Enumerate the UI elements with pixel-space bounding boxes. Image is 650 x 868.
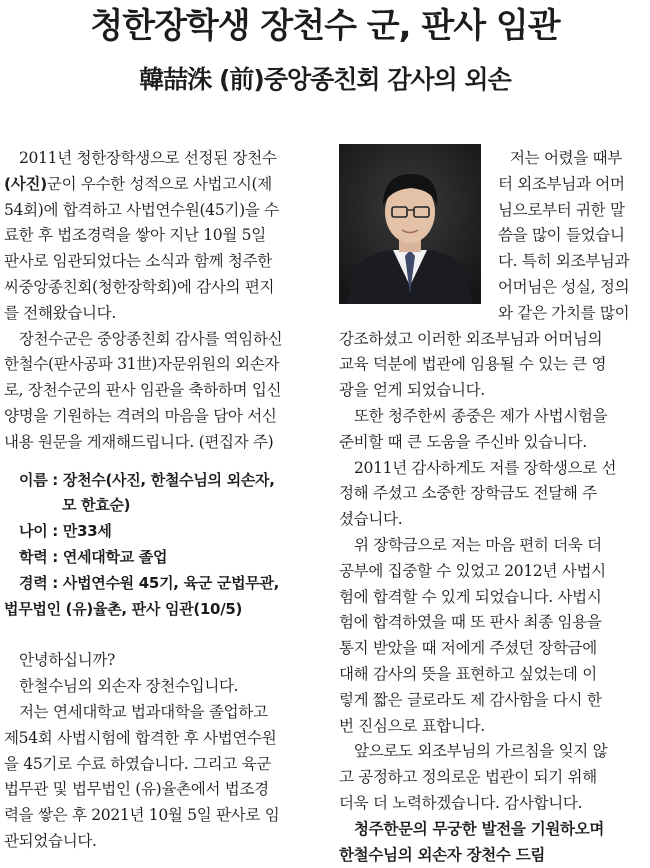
letter-line: 더욱 더 노력하겠습니다. 감사합니다.: [339, 793, 583, 812]
letter-line: 님으로부터 귀한 말: [498, 200, 625, 219]
intro-line: 내용 원문을 게재해드립니다. (편집자 주): [4, 432, 274, 451]
closing-line: 청주한문의 무궁한 발전을 기원하오며: [354, 819, 605, 838]
intro-line: 료한 후 법조경력을 쌓아 지난 10월 5일: [4, 226, 266, 245]
letter-line: 안녕하십니까?: [19, 651, 116, 670]
letter-line: 셨습니다.: [339, 510, 403, 529]
info-line-career-cont: 법무법인 (유)율촌, 판사 임관(10/5): [4, 599, 243, 618]
intro-line: 양명을 기원하는 격려의 마음을 담아 서신: [4, 406, 277, 425]
letter-line: 을 45기로 수료 하였습니다. 그리고 육군: [4, 754, 271, 773]
intro-line-text: 군이 우수한 성적으로 사법고시(제: [46, 174, 272, 193]
intro-line: 씨중앙종친회(청한장학회)에 감사의 편지: [4, 277, 275, 296]
info-line-age: 나이 : 만33세: [19, 522, 112, 541]
closing-signature: 한철수님의 외손자 장천수 드림: [339, 845, 546, 864]
letter-line: 2011년 감사하게도 저를 장학생으로 선: [354, 458, 617, 477]
intro-line: 한철수(판사공파 31世)자문위원의 외손자: [4, 355, 280, 374]
intro-line: 를 전해왔습니다.: [4, 303, 116, 322]
right-column: [339, 146, 650, 868]
letter-line: 정해 주셨고 소중한 장학금도 전달해 주: [339, 484, 597, 503]
spacer: [4, 456, 320, 468]
info-line-career: 경력 : 사법연수원 45기, 육군 군법무관,: [19, 573, 280, 592]
letter-line: 저는 어렸을 때부: [510, 149, 622, 167]
letter-line: 또한 청주한씨 종중은 제가 사법시험을: [354, 406, 608, 425]
letter-line: 험에 합격하였을 때 또 판사 최종 임용을: [339, 613, 602, 632]
letter-line: 험에 합격할 수 있게 되었습니다. 사법시: [339, 587, 602, 606]
intro-line: 2011년 청한장학생으로 선정된 장천수: [19, 149, 277, 167]
spacer: [4, 622, 320, 648]
info-line-education: 학력 : 연세대학교 졸업: [19, 547, 168, 566]
photo-caption-ref: (사진): [4, 174, 47, 193]
article-headline: 청한장학생 장천수 군, 판사 임관: [90, 6, 560, 46]
letter-line: 위 장학금으로 저는 마음 편히 더욱 더: [354, 535, 602, 554]
letter-line: 렇게 짧은 글로라도 제 감사함을 다시 한: [339, 690, 602, 709]
left-column: [4, 146, 320, 855]
letter-line: 법무관 및 법무법인 (유)율촌에서 법조경: [4, 780, 269, 799]
intro-line: 로, 장천수군의 판사 임관을 축하하며 입신: [4, 381, 282, 400]
letter-line: 다. 특히 외조부님과: [498, 252, 630, 271]
intro-line: 장천수군은 중앙종친회 감사를 역임하신: [19, 329, 283, 348]
letter-line: 고 공정하고 정의로운 법관이 되기 위해: [339, 768, 597, 787]
intro-line: [4, 172, 320, 198]
letter-line: 저는 연세대학교 법과대학을 졸업하고: [19, 702, 268, 721]
letter-line: 강조하셨고 이러한 외조부님과 어머님의: [339, 329, 603, 348]
info-line-name: 이름 : 장천수(사진, 한철수님의 외손자,: [19, 470, 275, 489]
letter-line: 씀을 많이 들었습니: [498, 226, 625, 245]
letter-line: 준비할 때 큰 도움을 주신바 있습니다.: [339, 432, 587, 451]
letter-line: 공부에 집중할 수 있었고 2012년 사법시: [339, 561, 606, 580]
letter-line: 어머님은 성실, 정의: [498, 277, 630, 296]
letter-line: 번 진심으로 표합니다.: [339, 716, 485, 735]
letter-line: 앞으로도 외조부님의 가르침을 잊지 않: [354, 742, 608, 761]
article-subheadline: 韓喆洙 (前)중앙종친회 감사의 외손: [139, 65, 511, 94]
profile-info: [4, 468, 320, 623]
letter-line: 대해 감사의 뜻을 표현하고 싶었는데 이: [339, 664, 597, 683]
letter-line: 력을 쌓은 후 2021년 10월 5일 판사로 임: [4, 806, 280, 825]
intro-line: 54회)에 합격하고 사법연수원(45기)을 수: [4, 200, 279, 219]
letter-line: 광을 얻게 되었습니다.: [339, 381, 485, 400]
letter-line: 터 외조부님과 어머: [498, 174, 625, 193]
letter-line: 와 같은 가치를 많이: [498, 303, 630, 322]
intro-line: 판사로 임관되었다는 소식과 함께 청주한: [4, 252, 272, 271]
letter-line: 관되었습니다.: [4, 831, 97, 850]
letter-line: 교육 덕분에 법관에 임용될 수 있는 큰 영: [339, 355, 607, 374]
info-line-mother: 모 한효순): [62, 496, 131, 515]
letter-line: 통지 받았을 때 저에게 주셨던 장학금에: [339, 639, 597, 658]
letter-line: 한철수님의 외손자 장천수입니다.: [19, 677, 239, 696]
letter-line: 제54회 사법시험에 합격한 후 사법연수원: [4, 728, 277, 747]
